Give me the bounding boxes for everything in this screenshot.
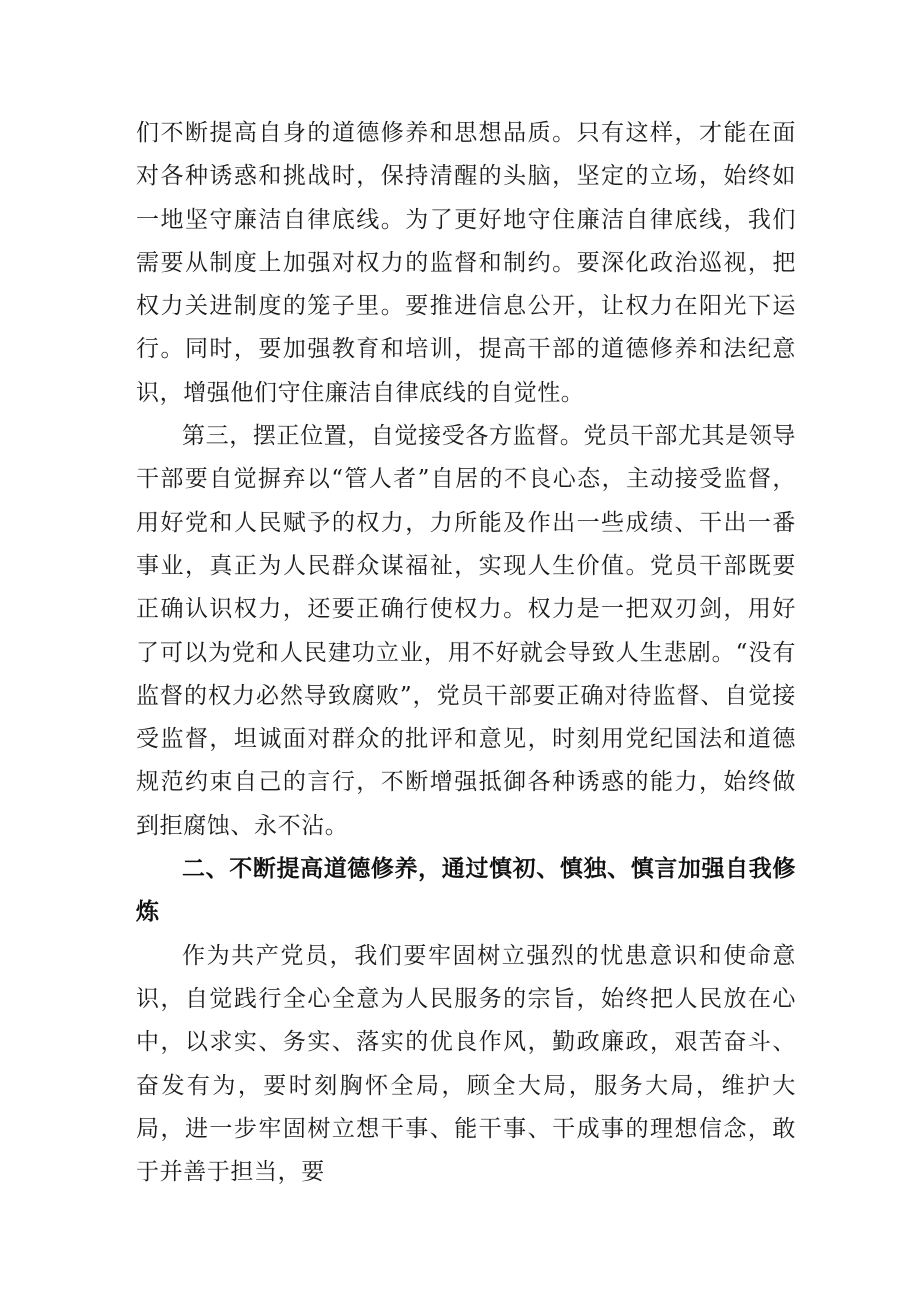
document-body — [136, 112, 796, 1194]
paragraph-section-intro: 作为共产党员，我们要牢固树立强烈的忧患意识和使命意识，自觉践行全心全意为人民服务的宗旨，始终把人民放在心中，以求实、务实、落实的优良作风，勤政廉政，艰苦奋斗、奋发有为，要时刻胸怀全局，顾全大局，服务大局，维护大局，进一步牢固树立想干事、能干事、干成事的理想信念，敢于并善于担当，要 — [136, 942, 796, 1186]
section-heading: 二、不断提高道德修养，通过慎初、慎独、慎言加强自我修炼 — [136, 856, 796, 926]
paragraph-third-point: 第三，摆正位置，自觉接受各方监督。党员干部尤其是领导干部要自觉摒弃以“管人者”自居的不良心态，主动接受监督，用好党和人民赋予的权力，力所能及作出一些成绩、干出一番事业，真正为人民群众谋福祉，实现人生价值。党员干部既要正确认识权力，还要正确行使权力。权力是一把双刃剑，用好了可以为党和人民建功立业，用不好就会导致人生悲剧。“没有监督的权力必然导致腐败”，党员干部要正确对待监督、自觉接受监督，坦诚面对群众的批评和意见，时刻用党纪国法和道德规范约束自己的言行，不断增强抵御各种诱惑的能力，始终做到拒腐蚀、永不沾。 — [136, 423, 796, 839]
paragraph-continued: 们不断提高自身的道德修养和思想品质。只有这样，才能在面对各种诱惑和挑战时，保持清醒的头脑，坚定的立场，始终如一地坚守廉洁自律底线。为了更好地守住廉洁自律底线，我们需要从制度上加强对权力的监督和制约。要深化政治巡视，把权力关进制度的笼子里。要推进信息公开，让权力在阳光下运行。同时，要加强教育和培训，提高干部的道德修养和法纪意识，增强他们守住廉洁自律底线的自觉性。 — [136, 120, 796, 406]
